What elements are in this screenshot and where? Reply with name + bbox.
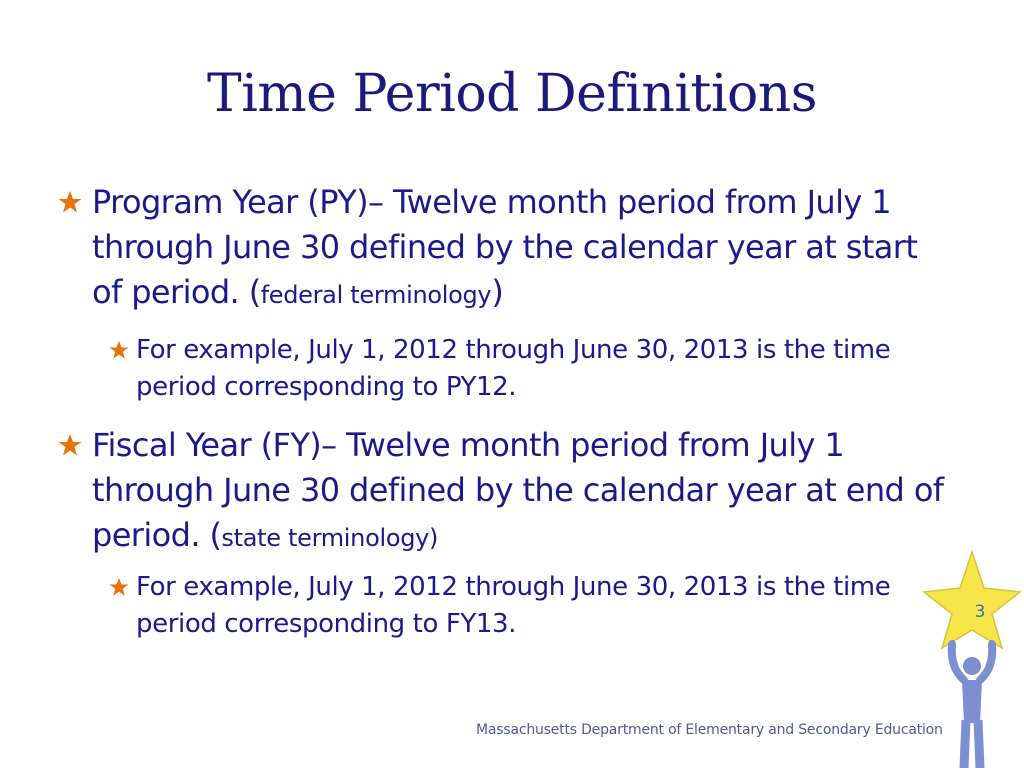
sub-bullet-fy-example: For example, July 1, 2012 through June 30, 2013 is the time period corresponding to FY13. (136, 572, 891, 639)
bullet-note: state terminology) (221, 524, 439, 552)
footer-organization: Massachusetts Department of Elementary and Secondary Education (476, 722, 943, 738)
slide-title: Time Period Definitions (207, 64, 817, 124)
bullet-text: Fiscal Year (FY)– Twelve month period from July 1 through June 30 defined by the calendar year at end of period. ( (92, 426, 944, 554)
bullet-fiscal-year (92, 423, 952, 561)
bullet-program-year (92, 180, 952, 318)
sub-bullet-py-example: For example, July 1, 2012 through June 30, 2013 is the time period corresponding to PY12. (136, 335, 891, 402)
bullet-text: Program Year (PY)– Twelve month period from July 1 through June 30 defined by the calendar year at start of period. ( (92, 183, 918, 311)
bullet-note: federal terminology (260, 281, 492, 309)
star-sub-bullet-icon (109, 340, 129, 360)
star-bullet-icon (58, 433, 82, 457)
bullet-close: ) (491, 273, 504, 311)
page-number: 3 (974, 602, 986, 622)
star-bullet-icon (58, 190, 82, 214)
star-sub-bullet-icon (109, 577, 129, 597)
